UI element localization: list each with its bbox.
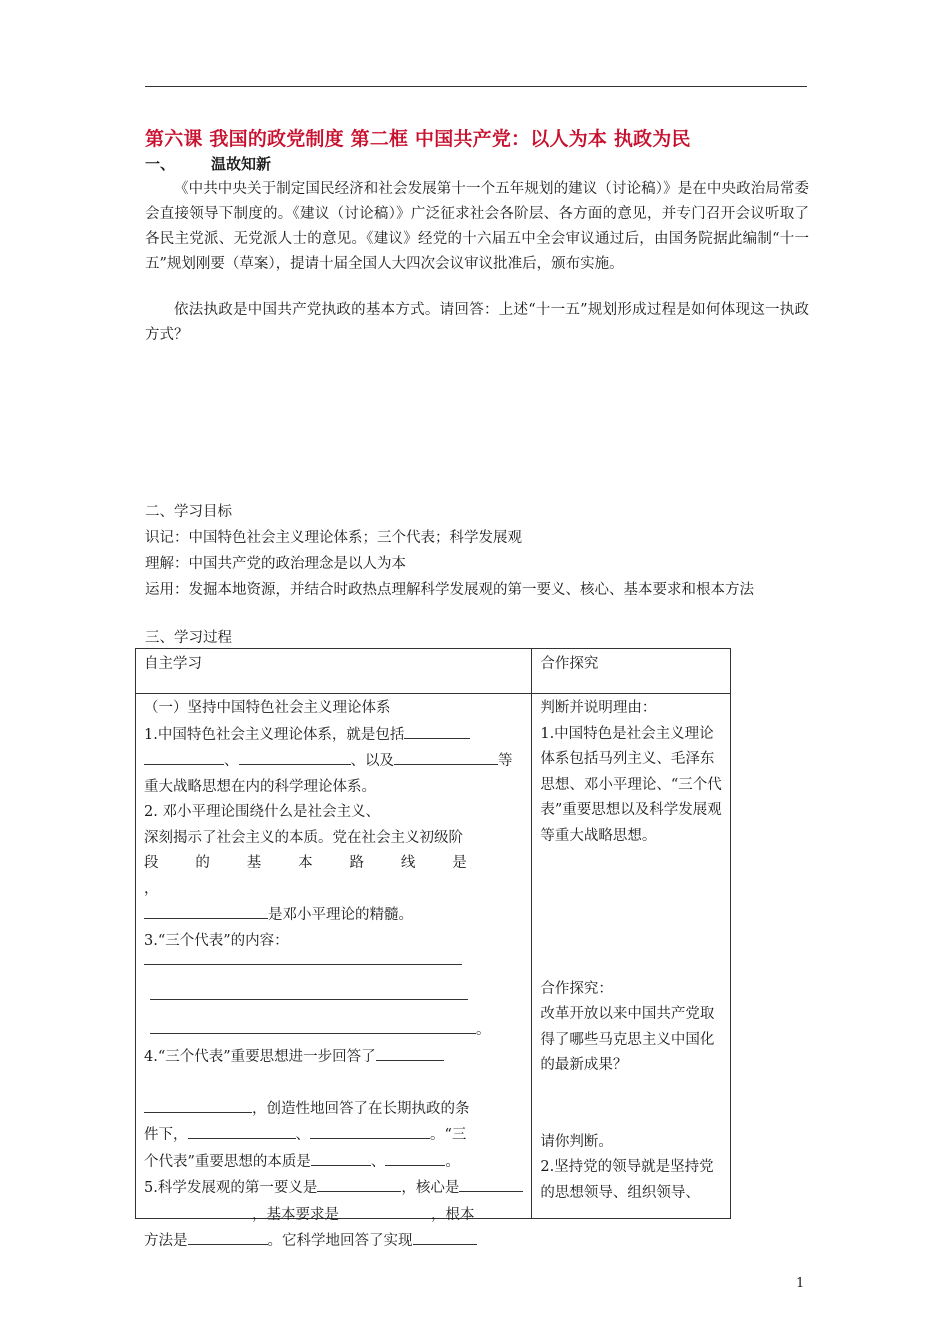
page-title: 第六课 我国的政党制度 第二框 中国共产党：以人为本 执政为民 bbox=[145, 128, 691, 150]
question-3: 3.“三个代表”的内容： bbox=[144, 932, 289, 949]
blank-field[interactable] bbox=[376, 1044, 444, 1061]
question-5-cont-2: 方法是 。它科学地回答了实现 bbox=[144, 1228, 523, 1255]
blank-field[interactable] bbox=[317, 1175, 401, 1192]
blank-field[interactable] bbox=[394, 748, 498, 765]
question-2: 2. 邓小平理论围绕什么是社会主义、 bbox=[144, 804, 380, 820]
header-rule bbox=[145, 86, 807, 87]
blank-field[interactable] bbox=[339, 1202, 431, 1219]
blank-field[interactable] bbox=[188, 1228, 268, 1245]
question-2-spaced: 段 的 基 本 路 线 是 bbox=[144, 855, 467, 871]
section-1-heading bbox=[145, 153, 271, 174]
blank-field[interactable] bbox=[144, 902, 268, 919]
judge-2-heading: 请你判断。 bbox=[540, 1133, 613, 1150]
blank-field[interactable] bbox=[144, 748, 224, 765]
question-3-line-2 bbox=[144, 983, 523, 1010]
column-header-self-study: 自主学习 bbox=[136, 649, 532, 694]
question-1: 1.中国特色社会主义理论体系，就是包括 bbox=[144, 722, 523, 749]
review-paragraph-2: 依法执政是中国共产党执政的基本方式。请回答：上述“十一五”规划形成过程是如何体现这一执政方式？ bbox=[145, 302, 809, 343]
blank-field[interactable] bbox=[404, 722, 470, 739]
blank-field[interactable] bbox=[239, 748, 351, 765]
question-4-cont: ，创造性地回答了在长期执政的条 bbox=[144, 1096, 523, 1123]
question-2-comma: ， bbox=[144, 880, 159, 897]
blank-field[interactable] bbox=[144, 1202, 252, 1219]
section-1-number: 一、 bbox=[145, 155, 176, 173]
question-3-line-1 bbox=[144, 948, 523, 975]
question-2-end: 是邓小平理论的精髓。 bbox=[144, 902, 523, 929]
judge-heading: 判断并说明理由： bbox=[540, 700, 657, 716]
question-3-line-3: 。 bbox=[144, 1017, 523, 1044]
blank-field[interactable] bbox=[150, 1017, 476, 1034]
cooperation-heading: 合作探究： bbox=[540, 980, 613, 997]
blank-field[interactable] bbox=[144, 948, 462, 965]
cooperation-cell bbox=[532, 694, 731, 1219]
question-4: 4.“三个代表”重要思想进一步回答了 bbox=[144, 1044, 523, 1071]
goal-apply: 运用：发掘本地资源，并结合时政热点理解科学发展观的第一要义、核心、基本要求和根本方法 bbox=[145, 582, 754, 598]
blank-field[interactable] bbox=[150, 983, 468, 1000]
blank-field[interactable] bbox=[459, 1175, 523, 1192]
subsection-1-title: （一）坚持中国特色社会主义理论体系 bbox=[144, 700, 391, 716]
question-4-cont-2: 件下， 、 。“三 bbox=[144, 1122, 523, 1149]
self-study-cell bbox=[136, 694, 532, 1249]
question-1-end: 重大战略思想在内的科学理论体系。 bbox=[144, 778, 376, 795]
judge-statement-2: 2.坚持党的领导就是坚持党的思想领导、组织领导、 bbox=[540, 1159, 714, 1201]
page-number: 1 bbox=[796, 1276, 805, 1291]
blank-field[interactable] bbox=[144, 1096, 252, 1113]
section-1-title: 温故知新 bbox=[211, 155, 272, 173]
question-5: 5.科学发展观的第一要义是 ，核心是 bbox=[144, 1175, 523, 1202]
cooperation-question: 改革开放以来中国共产党取得了哪些马克思主义中国化的最新成果？ bbox=[540, 1006, 715, 1073]
blank-field[interactable] bbox=[188, 1122, 296, 1139]
question-5-cont: ，基本要求是 ，根本 bbox=[144, 1202, 523, 1229]
question-4-cont-3: 个代表”重要思想的本质是 、 。 bbox=[144, 1149, 523, 1176]
section-2-heading: 二、学习目标 bbox=[145, 504, 232, 520]
question-2-cont: 深刻揭示了社会主义的本质。党在社会主义初级阶 bbox=[144, 829, 463, 846]
blank-field[interactable] bbox=[413, 1228, 477, 1245]
goal-understand: 理解：中国共产党的政治理念是以人为本 bbox=[145, 556, 406, 572]
study-process-table bbox=[135, 648, 731, 1249]
goal-remember: 识记：中国特色社会主义理论体系；三个代表；科学发展观 bbox=[145, 530, 522, 546]
blank-field[interactable] bbox=[385, 1149, 445, 1166]
question-1-cont: 、 、以及 等 bbox=[144, 748, 523, 775]
blank-field[interactable] bbox=[311, 1149, 371, 1166]
review-paragraph-1: 《中共中央关于制定国民经济和社会发展第十一个五年规划的建议（讨论稿）》是在中央政治局常委会直接领导下制度的。《建议（讨论稿）》广泛征求社会各阶层、各方面的意见，并专门召开会议听取了各民主党派、无党派人士的意见。《建议》经党的十六届五中全会审议通过后，由国务院据此编制“十一五”规划刚要（草案），提请十届全国人大四次会议审议批准后，颁布实施。 bbox=[145, 181, 809, 272]
judge-statement-1: 1.中国特色是社会主义理论体系包括马列主义、毛泽东思想、邓小平理论、“三个代表”重要思想以及科学发展观等重大战略思想。 bbox=[540, 725, 722, 844]
blank-field[interactable] bbox=[310, 1122, 430, 1139]
column-header-cooperation: 合作探究 bbox=[532, 649, 731, 694]
section-3-heading: 三、学习过程 bbox=[145, 630, 232, 646]
